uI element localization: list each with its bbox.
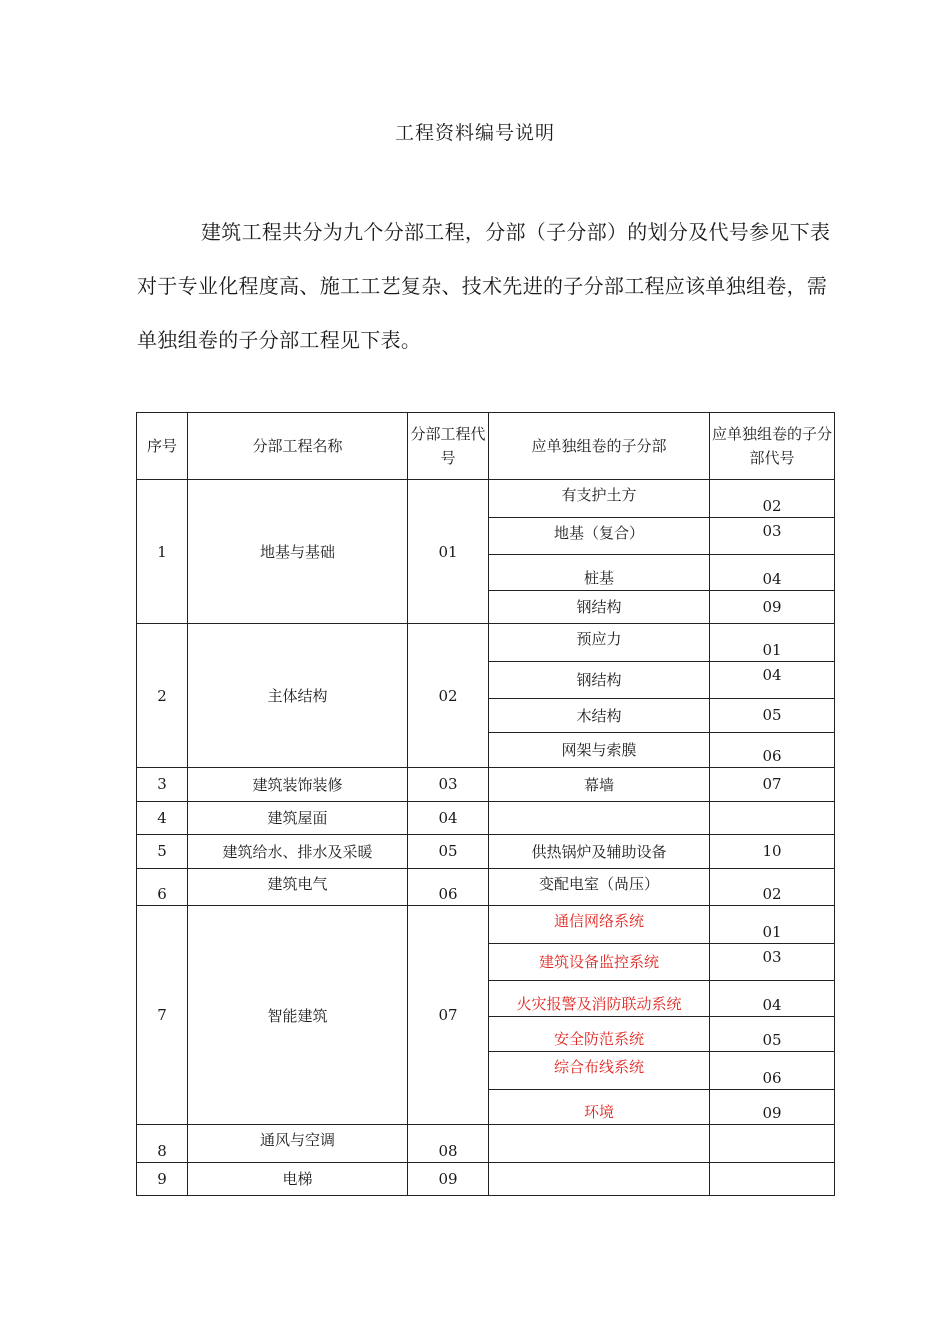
subdivision-name [489, 801, 710, 835]
table-row [137, 1162, 835, 1196]
division-name: 通风与空调 [188, 1125, 408, 1163]
subdivision-name: 钢结构 [489, 661, 710, 699]
subdivision-name: 建筑设备监控系统 [489, 943, 710, 981]
division-name: 地基与基础 [188, 480, 408, 624]
table-header-row [137, 413, 835, 480]
division-name: 建筑屋面 [188, 801, 408, 835]
division-name: 建筑装饰装修 [188, 768, 408, 802]
division-code: 09 [408, 1162, 489, 1196]
subdivision-name: 地基（复合） [489, 517, 710, 555]
subdivision-code: 01 [710, 624, 835, 662]
table-row [137, 768, 835, 802]
subdivision-name: 网架与索膜 [489, 732, 710, 768]
division-code: 08 [408, 1125, 489, 1163]
subdivision-code: 02 [710, 480, 835, 518]
subdivision-code: 04 [710, 661, 835, 699]
row-seq: 1 [137, 480, 188, 624]
subdivision-code: 04 [710, 981, 835, 1017]
subdivision-name: 安全防范系统 [489, 1016, 710, 1052]
row-seq: 6 [137, 868, 188, 906]
subdivision-name: 通信网络系统 [489, 906, 710, 944]
subdivision-code: 03 [710, 943, 835, 981]
subdivision-code: 01 [710, 906, 835, 944]
subdivision-code: 03 [710, 517, 835, 555]
subdivision-name: 供热锅炉及辅助设备 [489, 835, 710, 869]
subdivision-name: 环境 [489, 1089, 710, 1125]
division-name: 主体结构 [188, 624, 408, 768]
row-seq: 3 [137, 768, 188, 802]
document-title: 工程资料编号说明 [394, 122, 555, 144]
subdivision-name: 综合布线系统 [489, 1052, 710, 1090]
subdivision-code [710, 1162, 835, 1196]
header-division-name: 分部工程名称 [188, 413, 408, 480]
subdivision-code: 07 [710, 768, 835, 802]
subdivision-code: 06 [710, 732, 835, 768]
table-row [137, 801, 835, 835]
subdivision-name: 钢结构 [489, 590, 710, 624]
division-code: 06 [408, 868, 489, 906]
division-name: 电梯 [188, 1162, 408, 1196]
division-name: 智能建筑 [188, 906, 408, 1125]
header-division-code: 分部工程代号 [408, 413, 489, 480]
division-table [136, 412, 835, 1196]
division-code: 04 [408, 801, 489, 835]
subdivision-code: 10 [710, 835, 835, 869]
division-name: 建筑电气 [188, 868, 408, 906]
row-seq: 2 [137, 624, 188, 768]
table-row [137, 835, 835, 869]
subdivision-name: 火灾报警及消防联动系统 [489, 981, 710, 1017]
table-row [137, 1125, 835, 1163]
table-row [137, 480, 835, 518]
subdivision-name: 变配电室（咼压） [489, 868, 710, 906]
row-seq: 4 [137, 801, 188, 835]
division-code: 07 [408, 906, 489, 1125]
subdivision-code: 05 [710, 699, 835, 733]
subdivision-name: 有支护土方 [489, 480, 710, 518]
intro-paragraph: 建筑工程共分为九个分部工程，分部（子分部）的划分及代号参见下表对于专业化程度高、施工工艺复杂、技术先进的子分部工程应该单独组卷，需单独组卷的子分部工程见下表。 [137, 220, 831, 352]
subdivision-name: 木结构 [489, 699, 710, 733]
row-seq: 7 [137, 906, 188, 1125]
subdivision-code: 09 [710, 590, 835, 624]
row-seq: 9 [137, 1162, 188, 1196]
subdivision-code: 05 [710, 1016, 835, 1052]
row-seq: 5 [137, 835, 188, 869]
table-row [137, 624, 835, 662]
subdivision-name [489, 1125, 710, 1163]
row-seq: 8 [137, 1125, 188, 1163]
division-code: 05 [408, 835, 489, 869]
division-code: 01 [408, 480, 489, 624]
table-row [137, 868, 835, 906]
subdivision-code [710, 801, 835, 835]
division-code: 03 [408, 768, 489, 802]
subdivision-code: 04 [710, 555, 835, 591]
subdivision-name: 桩基 [489, 555, 710, 591]
subdivision-code: 02 [710, 868, 835, 906]
header-seq: 序号 [137, 413, 188, 480]
subdivision-name: 预应力 [489, 624, 710, 662]
header-subdivision-code: 应单独组卷的子分部代号 [710, 413, 835, 480]
subdivision-code [710, 1125, 835, 1163]
subdivision-name: 幕墙 [489, 768, 710, 802]
subdivision-code: 06 [710, 1052, 835, 1090]
subdivision-name [489, 1162, 710, 1196]
header-subdivision: 应单独组卷的子分部 [489, 413, 710, 480]
division-name: 建筑给水、排水及采暖 [188, 835, 408, 869]
division-code: 02 [408, 624, 489, 768]
table-row [137, 906, 835, 944]
subdivision-code: 09 [710, 1089, 835, 1125]
